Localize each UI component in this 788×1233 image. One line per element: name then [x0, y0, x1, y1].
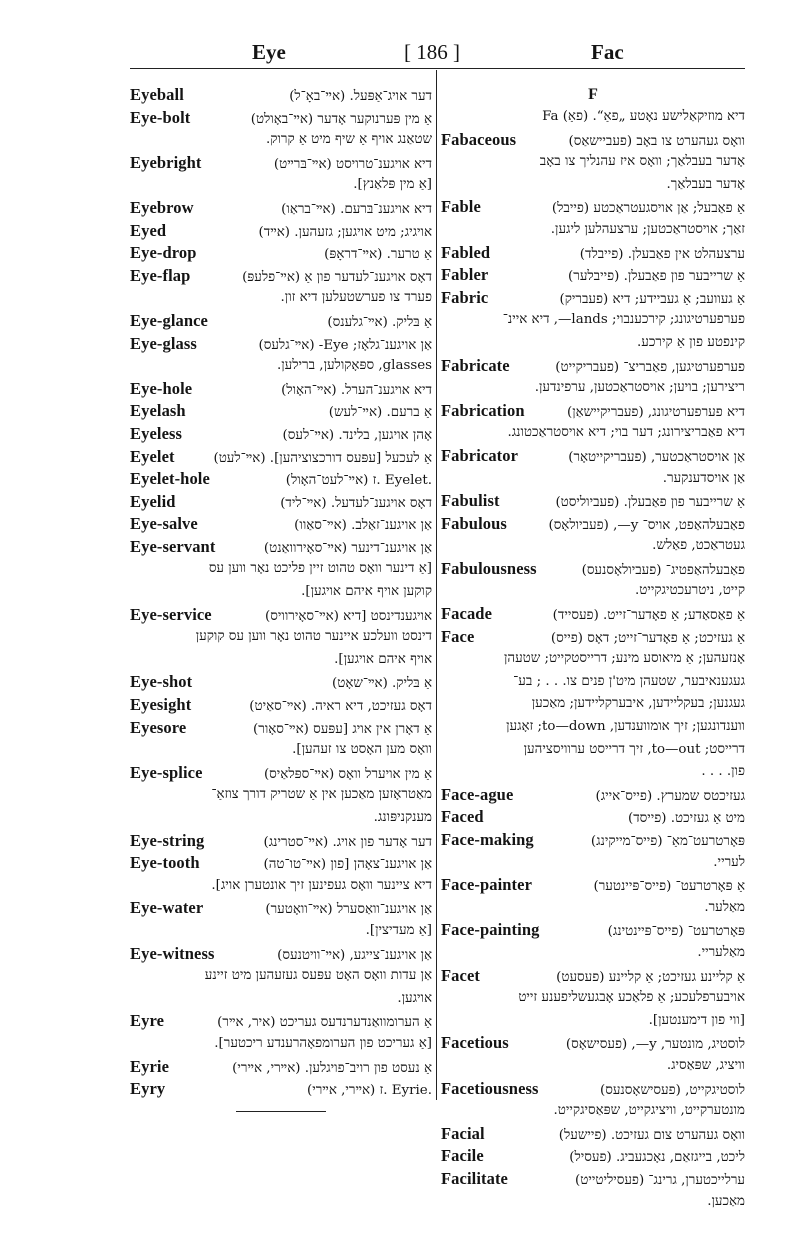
- dictionary-entry: [130, 333, 432, 378]
- entry-headword: Eyeball: [130, 85, 184, 104]
- dictionary-entry: [130, 446, 432, 469]
- entry-headword: Eye-servant: [130, 536, 216, 556]
- entry-headword: Face-making: [441, 830, 534, 849]
- entry-definition: פאַבעלהאַפטיג־ (פעביולאָסנעס): [581, 562, 745, 578]
- entry-headword: Eyebrow: [130, 197, 194, 217]
- dictionary-entry: [130, 84, 432, 107]
- entry-definition: אויגענדינסט [דיא (אײ־סאָירוויס): [265, 608, 432, 624]
- entry-headword: Eye-glance: [130, 310, 208, 330]
- entry-definition-continuation: קוקען אויף איהם אויגען].: [301, 584, 432, 600]
- entry-first-line: [441, 806, 745, 829]
- entry-first-line: [130, 107, 432, 130]
- entry-definition: דיא אויגענ־הערל. (אײ־האָול): [281, 382, 432, 398]
- entry-definition-continuation: געטראַכט, פאַלש.: [652, 538, 745, 554]
- entry-first-line: [441, 874, 745, 897]
- entry-headword: Faced: [441, 807, 484, 827]
- entry-headword: Facet: [441, 965, 480, 985]
- dictionary-entry: [130, 423, 432, 446]
- dictionary-entry: [130, 107, 432, 152]
- entry-definition: אַן אויגענ־צייגע, (אײ־וויטנעס): [277, 947, 432, 963]
- entry-definition: אויגיג; מיט אויגען; גזעהען. (אײד): [258, 224, 432, 240]
- entry-first-line: [441, 603, 745, 626]
- entry-definition: פּאָרטרעט־מאַ־ (פייס־מייקינג): [590, 834, 745, 849]
- dictionary-entry: [130, 717, 432, 762]
- dictionary-entry: [441, 287, 745, 355]
- entry-definition: אַ מין פּערנוקער אָדער (אײ־באָולט): [250, 111, 432, 127]
- entry-first-line: [441, 445, 745, 468]
- entry-first-line: [130, 830, 432, 853]
- entry-definition-continuation: זאַך; אויסטראַכטען; ערצעהלען ליגען.: [550, 221, 745, 237]
- entry-definition-continuation: אויף איהם אויגען].: [334, 651, 432, 667]
- column-divider: [436, 70, 437, 1100]
- section-letter: F: [588, 86, 598, 103]
- entry-first-line: [130, 242, 432, 265]
- entry-headword: Eye-service: [130, 604, 212, 624]
- entry-definition: אַ הערומוואַנדערנדעס געריכט (איר, אײר): [217, 1015, 432, 1031]
- entry-definition-continuation: אָדער בעבלאַך.: [666, 176, 745, 192]
- entry-headword: Facetiousness: [441, 1078, 539, 1098]
- entry-definition: אַ פאַסאַדע; אַ פאָדער־זייט. (פעסייד): [552, 608, 745, 624]
- entry-definition-continuation: לעריי.: [713, 854, 745, 870]
- entry-definition-continuation: געגענאיבער, שטעהן מיט'ן פנים צו. . . ; בע־: [513, 673, 745, 689]
- entry-first-line: [130, 513, 432, 536]
- entry-definition-continuation: [אַ מעדיצין].: [365, 922, 432, 938]
- entry-definition: אַ ברעם. (אײ־לעש): [328, 405, 432, 421]
- entry-headword: Facilitate: [441, 1168, 508, 1188]
- entry-definition-continuation: פערד צו פערשטעלען דיא זון.: [280, 290, 432, 306]
- entry-first-line: [130, 717, 432, 740]
- entry-definition-continuation: דרייסט; to—out, זיך דרייסט ערוויסציהען: [523, 741, 745, 757]
- entry-headword: Fabler: [441, 265, 489, 285]
- entry-definition: אַ פאַבעל; אַן אויסגעטראַכטע (פייבל): [551, 201, 745, 217]
- entry-definition-continuation: אויבערפלעכע; אַ פלאַכע אָבגעשליפענע זייט: [518, 990, 745, 1006]
- entry-definition-continuation: [אַ דינער וואָס טהוט זיין פליכט נאָר ווען עס: [208, 561, 432, 577]
- entry-definition-continuation: געגנען; בעקליידען, איבערקליידען; מאַכען: [531, 696, 745, 712]
- dictionary-entry: [441, 829, 745, 874]
- entry-definition-continuation: אויגען.: [397, 990, 432, 1006]
- entry-definition: דאָס געזיכט, דיא ראיה. (אײ־סאַיט): [249, 699, 432, 715]
- dictionary-entry: [441, 965, 745, 1033]
- entry-headword: Eye-tooth: [130, 853, 200, 873]
- entry-first-line: [130, 897, 432, 920]
- dictionary-entry: [441, 513, 745, 558]
- entry-definition-continuation: קינפטע פון אַ קירכע.: [636, 334, 745, 350]
- dictionary-entry: [130, 1010, 432, 1055]
- entry-definition: פּאָרטרעט־ (פייס־פּיינטינג): [607, 924, 745, 940]
- entry-headword: Eye-splice: [130, 762, 203, 782]
- dictionary-entry: [130, 671, 432, 694]
- entry-definition: אַ מין אויערל וואָס (אײ־ספּלאַיס): [263, 766, 432, 782]
- entry-definition-continuation: [אַ מין פּלאַנץ].: [353, 177, 432, 193]
- entry-headword: Eyrie: [130, 1056, 169, 1076]
- entry-first-line: [130, 423, 432, 446]
- entry-headword: Fabric: [441, 287, 489, 307]
- entry-headword: Eyelash: [130, 401, 186, 421]
- dictionary-entry: [441, 806, 745, 829]
- dictionary-entry: [441, 1145, 745, 1168]
- dictionary-entry: [441, 400, 745, 445]
- entry-definition: אַ טרער. (אײ־דראָפּ): [324, 247, 432, 263]
- entry-definition: געזיכטס שמערץ. (פייס־אייג): [595, 788, 745, 804]
- dictionary-entry: [130, 852, 432, 897]
- dictionary-entry: [130, 694, 432, 717]
- entry-headword: Facile: [441, 1146, 484, 1166]
- dictionary-entry: [130, 536, 432, 604]
- entry-headword: Eye-flap: [130, 265, 191, 285]
- entry-headword: Eye-drop: [130, 243, 197, 263]
- entry-definition: אַ בּליק. (אײ־גלענס): [327, 314, 432, 330]
- entry-definition-continuation: [ווי פון דימענטען].: [648, 1012, 745, 1028]
- entry-first-line: [441, 400, 745, 423]
- dictionary-entry: [441, 129, 745, 197]
- entry-definition-continuation: ריצירען; בויען; אויסטראַכטען, ערפינדען.: [534, 380, 745, 396]
- dictionary-entry: [130, 762, 432, 830]
- entry-headword: Fable: [441, 197, 481, 217]
- entry-headword: Fabricate: [441, 355, 510, 375]
- entry-first-line: [130, 762, 432, 785]
- entry-definition: דיא אויגענ־בּרעם. (אײ־בראַו): [281, 201, 432, 217]
- entry-first-line: [441, 490, 745, 513]
- entry-headword: Face-painter: [441, 875, 532, 895]
- entry-definition: אַן אויסטראַכטער, (פעבריקייטאָר): [568, 449, 745, 465]
- dictionary-entry: [441, 626, 745, 784]
- entry-first-line: [130, 333, 432, 356]
- entry-headword: Eyelet: [130, 446, 175, 466]
- entry-first-line: [130, 84, 432, 107]
- dictionary-entry: [441, 558, 745, 603]
- entry-definition-continuation: דיא ציינער וואָס געפינען זיך אונטערן אויג].: [211, 877, 432, 893]
- entry-definition: לוסטיג, מונטער, y—, (פעסישאָס): [565, 1037, 745, 1053]
- entry-first-line: [130, 852, 432, 875]
- entry-headword: Face-ague: [441, 784, 514, 804]
- entry-first-line: [130, 265, 432, 288]
- entry-definition-continuation: פון. . . .: [701, 764, 745, 780]
- entry-definition: אַן אויגענ־זאַלב. (אײ־סאַוו): [294, 518, 432, 534]
- entry-definition: אַ געזיכט; אַ פאָדער־זייט; דאָס (פייס): [550, 630, 745, 646]
- entry-headword: Fabrication: [441, 400, 525, 420]
- entry-definition: דיא מוזיקאַלישע נאָטע „פאַ“. (פאַ) Fa: [542, 109, 745, 124]
- entry-headword: Eye-witness: [130, 943, 215, 963]
- entry-headword: Fabricator: [441, 445, 519, 465]
- entry-definition: אַ לעכעל [עפּעס דורכצוציהען]. (אײ־לעט): [213, 450, 432, 466]
- entry-definition: דער אָדער פון אויג. (אײ־סטרינג): [263, 834, 432, 850]
- entry-definition-continuation: וויציג, שפּאַסיג.: [666, 1057, 745, 1073]
- dictionary-entry: [441, 445, 745, 490]
- entry-definition: אַן אויגענ־צאָהן [פון (אײ־טו־טה): [263, 857, 432, 873]
- entry-definition-continuation: glasses, ספּאָקולען, ברילען.: [277, 358, 432, 374]
- header-page-number: [ 186 ]: [404, 40, 460, 64]
- entry-first-line: [441, 1145, 745, 1168]
- entry-first-line: [130, 943, 432, 966]
- entry-definition-continuation: קייט, ניטרעכטיגקייט.: [635, 583, 745, 599]
- entry-definition: אַ שרייבער פון פאַבעלן. (פייבלער): [568, 269, 745, 285]
- entry-first-line: [130, 220, 432, 243]
- entry-first-line: [130, 468, 432, 491]
- entry-first-line: [441, 355, 745, 378]
- entry-definition-continuation: אָנזעהען; אַ מיאוסע מינע; דרייסטקייט; שטעהן: [503, 651, 745, 667]
- entry-first-line: [130, 536, 432, 559]
- dictionary-entry: [130, 152, 432, 197]
- entry-definition-continuation: מענקניפּונג.: [373, 810, 432, 825]
- entry-headword: Eyesore: [130, 717, 187, 737]
- entry-first-line: [130, 310, 432, 333]
- entry-definition-continuation: אָדער בעבלאַך; וואָס איז עהנליך צו באָב: [539, 154, 745, 170]
- entry-definition: אַ בּליק. (אײ־שאָט): [332, 676, 432, 692]
- dictionary-entry: [441, 490, 745, 513]
- entry-headword: Eye-glass: [130, 333, 197, 353]
- dictionary-entry: [441, 919, 745, 964]
- entry-first-line: [441, 784, 745, 807]
- dictionary-entry: [130, 604, 432, 672]
- entry-definition: .Eyelet .ז (אײ־לעט־האָול): [285, 473, 432, 489]
- entry-first-line: [441, 919, 745, 942]
- entry-first-line: [441, 196, 745, 219]
- entry-definition: וואָס געהערט צום געזיכט. (פיישעל): [558, 1127, 745, 1143]
- entry-headword: Eyed: [130, 220, 167, 240]
- dictionary-entry: [441, 355, 745, 400]
- dictionary-entry: [130, 468, 432, 491]
- entry-first-line: [441, 558, 745, 581]
- running-head: [0, 40, 788, 70]
- entry-definition-continuation: דיא פאַבריצירונג; דער בוי; דיא אויסטראַכטונג.: [507, 425, 745, 441]
- dictionary-entry: [130, 310, 432, 333]
- entry-headword: Eye-bolt: [130, 107, 191, 127]
- entry-definition: אַ קליינע געזיכט; אַ קליינע (פעסעט): [556, 969, 745, 985]
- entry-definition-continuation: מאַלעריי.: [697, 944, 745, 960]
- entry-first-line: [130, 446, 432, 469]
- entry-first-line: [130, 400, 432, 423]
- entry-headword: Fabulousness: [441, 558, 537, 578]
- header-left-guide-word: Eye: [252, 40, 286, 64]
- dictionary-entry: [441, 106, 745, 129]
- entry-headword: Eye-string: [130, 830, 205, 850]
- entry-first-line: [441, 1032, 745, 1055]
- entry-first-line: [441, 242, 745, 265]
- dictionary-entry: [441, 1168, 745, 1213]
- dictionary-entry: [441, 603, 745, 626]
- entry-first-line: [441, 513, 745, 536]
- dictionary-entry: [130, 400, 432, 423]
- entry-definition-continuation: שטאַנג אויף אַ שיף מיט אַ קרוק.: [266, 132, 432, 148]
- entry-first-line: [441, 264, 745, 287]
- entry-definition: אַ פּאָרטרעט־ (פייס־פּיינטער): [593, 879, 745, 895]
- entry-first-line: [130, 152, 432, 175]
- dictionary-entry: [130, 242, 432, 265]
- entry-definition-continuation: וואָס מען האָסט צו זעהען].: [292, 742, 432, 758]
- entry-first-line: [441, 1123, 745, 1146]
- entry-definition-continuation: [אַ געריכט פון הערומפאָהרענדע ריכטער].: [214, 1035, 432, 1051]
- entry-definition: אַן אויגענ־דינער (אײ־סאָירוואַנט): [263, 540, 432, 556]
- entry-definition: אַן אויגענ־גלאָז; Eye- (אײ־גלעס): [258, 337, 432, 353]
- entry-definition: דער אויג־אַפּעל. (אײ־באָ־ל): [289, 89, 432, 104]
- entry-headword: Fabled: [441, 242, 491, 262]
- entry-definition: אַ געוועב; אַ געביידע; דיא (פעבריק): [559, 291, 745, 307]
- entry-definition: אָהן אויגען, בלינד. (אײ־לעס): [282, 427, 432, 443]
- dictionary-entry: [130, 265, 432, 310]
- entry-first-line: [130, 1056, 432, 1079]
- entry-definition-continuation: מאַכען.: [707, 1193, 745, 1209]
- column-end-rule: [236, 1111, 326, 1112]
- dictionary-entry: [441, 264, 745, 287]
- entry-definition: מיט אַ געזיכט. (פייסד): [627, 811, 745, 827]
- entry-definition-continuation: מאַלער.: [704, 899, 745, 915]
- dictionary-entry: [130, 830, 432, 853]
- dictionary-entry: [130, 943, 432, 1011]
- entry-first-line: [441, 287, 745, 310]
- entry-headword: Eyelid: [130, 491, 176, 511]
- entry-headword: Fabulous: [441, 513, 507, 533]
- entry-headword: Eyelet-hole: [130, 469, 210, 489]
- entry-first-line: [130, 1078, 432, 1101]
- right-column: [441, 84, 745, 1213]
- entry-definition-continuation: דינסט וועלכע איינער טהוט נאָר ווען עס קוקען: [195, 629, 432, 645]
- entry-definition: ליכט, בייגזאַם, נאָכגעביג. (פעסיל): [569, 1150, 745, 1166]
- entry-headword: Eyebright: [130, 152, 202, 172]
- entry-headword: Eyry: [130, 1079, 166, 1099]
- entry-headword: Eyre: [130, 1011, 165, 1031]
- entry-definition: אַ שרייבער פון פאַבעלן. (פעביוליסט): [555, 495, 745, 511]
- dictionary-entry: [441, 1123, 745, 1146]
- dictionary-entry: [130, 897, 432, 942]
- entry-headword: Eye-salve: [130, 514, 198, 534]
- entry-headword: Fabulist: [441, 491, 500, 511]
- dictionary-entry: [441, 784, 745, 807]
- entry-headword: Eyeless: [130, 423, 183, 443]
- entry-definition-continuation: פערפערטיגונג; קירכענבוי; lands—, דיא איינ־: [502, 312, 745, 328]
- entry-headword: Eyesight: [130, 695, 192, 715]
- entry-definition: דיא פערפערטיגונג, (פעבריקיישאַן): [566, 404, 745, 420]
- entry-definition: .Eyrie .ז (אײרי, אײרי): [306, 1083, 432, 1099]
- entry-definition-continuation: ווענדונגען; זיך אומווענדען, to—down; זאָגען: [506, 719, 745, 735]
- entry-definition: אַ נעסט פון רויב־פויגלען. (אײרי, אײרי): [232, 1060, 432, 1076]
- header-right-guide-word: Fac: [591, 40, 624, 64]
- entry-first-line: [441, 106, 745, 129]
- entry-definition: אַ דאָרן אין אויג [עפּעס (אײ־סאָור): [253, 721, 432, 737]
- entry-first-line: [441, 1168, 745, 1191]
- entry-headword: Eye-hole: [130, 378, 193, 398]
- entry-definition-continuation: אַן עדות וואָס האָט עפּעס געזעהען מיט זיינע: [204, 968, 432, 984]
- entry-definition: לוסטיגקייט, (פעסישאָסנעס): [600, 1082, 745, 1098]
- entry-headword: Fabaceous: [441, 129, 517, 149]
- dictionary-entry: [130, 513, 432, 536]
- dictionary-entry: [441, 1032, 745, 1077]
- entry-definition: וואָס געהערט צו באָב (פעביישאַס): [568, 133, 745, 149]
- entry-definition: פערפערטיגען, פאַבריצ־ (פעבריקייט): [555, 359, 745, 375]
- entry-headword: Face-painting: [441, 920, 540, 940]
- entry-headword: Face: [441, 626, 475, 646]
- entry-definition: דיא אויגענ־טרויסט (אײ־בּרײט): [273, 156, 432, 172]
- entry-definition-continuation: מאַטראָזען מאַכען אין אַ שטריק דורך צוזאַ־: [211, 787, 432, 803]
- dictionary-entry: [130, 220, 432, 243]
- entry-definition: ערצעהלט אין פאַבעלן. (פייבלד): [579, 246, 745, 262]
- entry-first-line: [441, 626, 745, 649]
- dictionary-entry: [441, 874, 745, 919]
- entry-headword: Facial: [441, 1123, 485, 1143]
- entry-definition: דאָס אויגענ־לעדעל. (אײ־ליד): [280, 495, 432, 511]
- entry-headword: Eye-shot: [130, 672, 193, 692]
- entry-first-line: [441, 829, 745, 852]
- header-rule: [130, 68, 745, 69]
- entry-definition-continuation: מונטערקייט, וויציגקייט, שפּאַסיגקייט.: [553, 1103, 745, 1119]
- dictionary-entry: [130, 378, 432, 401]
- entry-first-line: [130, 694, 432, 717]
- dictionary-entry: [441, 242, 745, 265]
- entry-definition: דאָס אויגענ־לעדער פון אַ (אײ־פלעפּ): [242, 269, 432, 285]
- dictionary-entry: [130, 197, 432, 220]
- dictionary-entry: [441, 1078, 745, 1123]
- entry-definition: פאַבעלהאַפט, אויס־ y—, (פעביולאָס): [548, 517, 745, 533]
- entry-definition-continuation: אַן אויסדענקער.: [662, 470, 745, 486]
- entry-definition: ערלייכטערן, גרינג־ (פעסיליטייט): [575, 1172, 745, 1188]
- entry-first-line: [130, 491, 432, 514]
- entry-first-line: [130, 671, 432, 694]
- entry-definition: אַן אויגענ־וואַסערל (אײ־וואָטער): [265, 902, 432, 918]
- entry-first-line: [130, 197, 432, 220]
- entry-first-line: [441, 129, 745, 152]
- dictionary-entry: [130, 1056, 432, 1079]
- entry-headword: Facetious: [441, 1033, 509, 1053]
- entry-first-line: [130, 604, 432, 627]
- entry-first-line: [130, 378, 432, 401]
- entry-first-line: [441, 965, 745, 988]
- entry-first-line: [130, 1010, 432, 1033]
- dictionary-entry: [441, 196, 745, 241]
- dictionary-entry: [130, 491, 432, 514]
- left-column: [130, 84, 432, 1112]
- dictionary-entry: [130, 1078, 432, 1101]
- entry-headword: Facade: [441, 604, 493, 624]
- entry-headword: Eye-water: [130, 898, 204, 918]
- entry-first-line: [441, 1078, 745, 1101]
